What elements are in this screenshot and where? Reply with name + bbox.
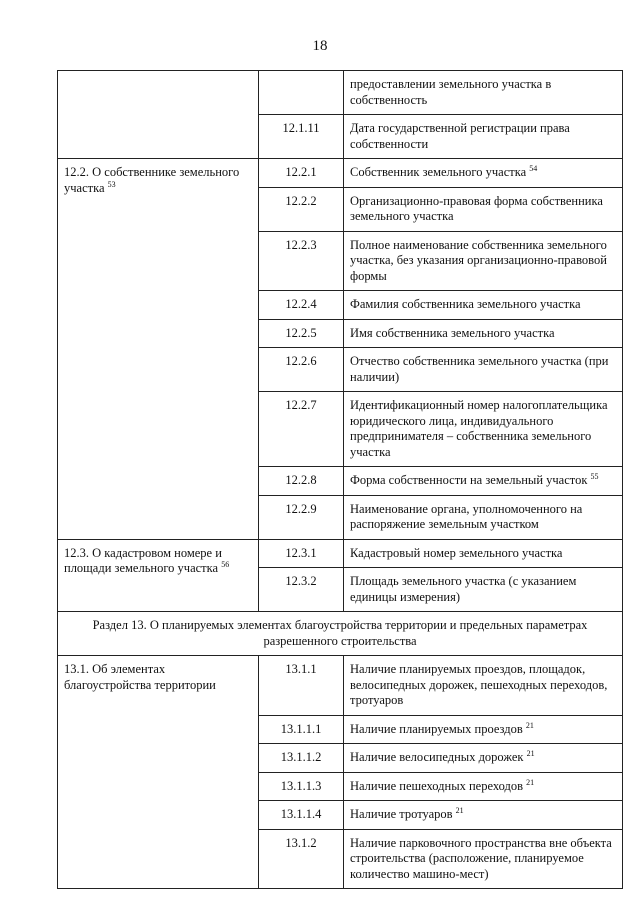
footnote-ref: 55 bbox=[590, 471, 599, 481]
code-cell: 12.2.4 bbox=[259, 291, 344, 320]
requirements-table bbox=[57, 70, 623, 889]
group-cell-cadastral bbox=[58, 539, 259, 612]
code-cell: 13.1.1 bbox=[259, 656, 344, 716]
text-cell: предоставлении земельного участка в собственность bbox=[344, 71, 623, 115]
group-cell-empty bbox=[58, 71, 259, 159]
code-cell: 12.2.8 bbox=[259, 467, 344, 496]
text-cell: Идентификационный номер налогоплательщика юридического лица, индивидуального предпринимателя – собственника земельного участка bbox=[344, 392, 623, 467]
code-cell: 12.2.5 bbox=[259, 319, 344, 348]
code-cell bbox=[259, 71, 344, 115]
code-cell: 13.1.1.2 bbox=[259, 744, 344, 773]
footnote-ref: 21 bbox=[526, 777, 535, 787]
group-label: 12.2. О собственнике земельного участка bbox=[64, 165, 240, 195]
section-header: Раздел 13. О планируемых элементах благоустройства территории и предельных параметрах разрешенного строительства bbox=[58, 612, 623, 656]
footnote-ref: 21 bbox=[526, 748, 535, 758]
code-cell: 12.2.1 bbox=[259, 159, 344, 188]
table-row bbox=[58, 159, 623, 188]
text-cell: Полное наименование собственника земельного участка, без указания организационно-правовой формы bbox=[344, 231, 623, 291]
section-header-row bbox=[58, 612, 623, 656]
text-label: Наличие планируемых проездов bbox=[350, 721, 523, 736]
code-cell: 12.3.2 bbox=[259, 568, 344, 612]
code-cell: 12.2.6 bbox=[259, 348, 344, 392]
code-cell: 12.1.11 bbox=[259, 115, 344, 159]
text-cell: Фамилия собственника земельного участка bbox=[344, 291, 623, 320]
text-cell: Наличие планируемых проездов, площадок, велосипедных дорожек, пешеходных переходов, тротуаров bbox=[344, 656, 623, 716]
text-cell bbox=[344, 715, 623, 744]
text-label: Собственник земельного участка bbox=[350, 165, 527, 179]
code-cell: 13.1.2 bbox=[259, 829, 344, 889]
code-cell: 13.1.1.1 bbox=[259, 715, 344, 744]
text-cell: Дата государственной регистрации права собственности bbox=[344, 115, 623, 159]
code-cell: 12.2.9 bbox=[259, 495, 344, 539]
footnote-ref: 56 bbox=[221, 559, 230, 569]
code-cell: 13.1.1.4 bbox=[259, 801, 344, 830]
text-cell bbox=[344, 744, 623, 773]
text-cell: Отчество собственника земельного участка (при наличии) bbox=[344, 348, 623, 392]
code-cell: 12.3.1 bbox=[259, 539, 344, 568]
text-cell bbox=[344, 772, 623, 801]
footnote-ref: 21 bbox=[525, 720, 534, 730]
text-cell bbox=[344, 467, 623, 496]
text-label: Форма собственности на земельный участок bbox=[350, 473, 588, 487]
code-cell: 13.1.1.3 bbox=[259, 772, 344, 801]
text-cell: Площадь земельного участка (с указанием единицы измерения) bbox=[344, 568, 623, 612]
text-cell: Кадастровый номер земельного участка bbox=[344, 539, 623, 568]
text-cell: Имя собственника земельного участка bbox=[344, 319, 623, 348]
footnote-ref: 21 bbox=[455, 805, 464, 815]
text-cell: Наименование органа, уполномоченного на распоряжение земельным участком bbox=[344, 495, 623, 539]
table-row bbox=[58, 71, 623, 115]
text-label: Наличие тротуаров bbox=[350, 807, 453, 821]
text-label: Наличие пешеходных переходов bbox=[350, 778, 524, 793]
page-number: 18 bbox=[312, 38, 328, 54]
table-row bbox=[58, 539, 623, 568]
code-cell: 12.2.3 bbox=[259, 231, 344, 291]
table-row bbox=[58, 656, 623, 716]
text-cell bbox=[344, 159, 623, 188]
footnote-ref: 54 bbox=[529, 163, 538, 173]
code-cell: 12.2.2 bbox=[259, 187, 344, 231]
text-cell: Организационно-правовая форма собственника земельного участка bbox=[344, 187, 623, 231]
text-label: Наличие велосипедных дорожек bbox=[350, 750, 524, 764]
footnote-ref: 53 bbox=[107, 179, 116, 189]
text-cell bbox=[344, 801, 623, 830]
group-cell-landscaping: 13.1. Об элементах благоустройства территории bbox=[58, 656, 259, 889]
text-cell: Наличие парковочного пространства вне объекта строительства (расположение, планируемое количество машино-мест) bbox=[344, 829, 623, 889]
code-cell: 12.2.7 bbox=[259, 392, 344, 467]
group-label: 12.3. О кадастровом номере и площади земельного участка bbox=[64, 545, 222, 575]
group-cell-owner bbox=[58, 159, 259, 540]
